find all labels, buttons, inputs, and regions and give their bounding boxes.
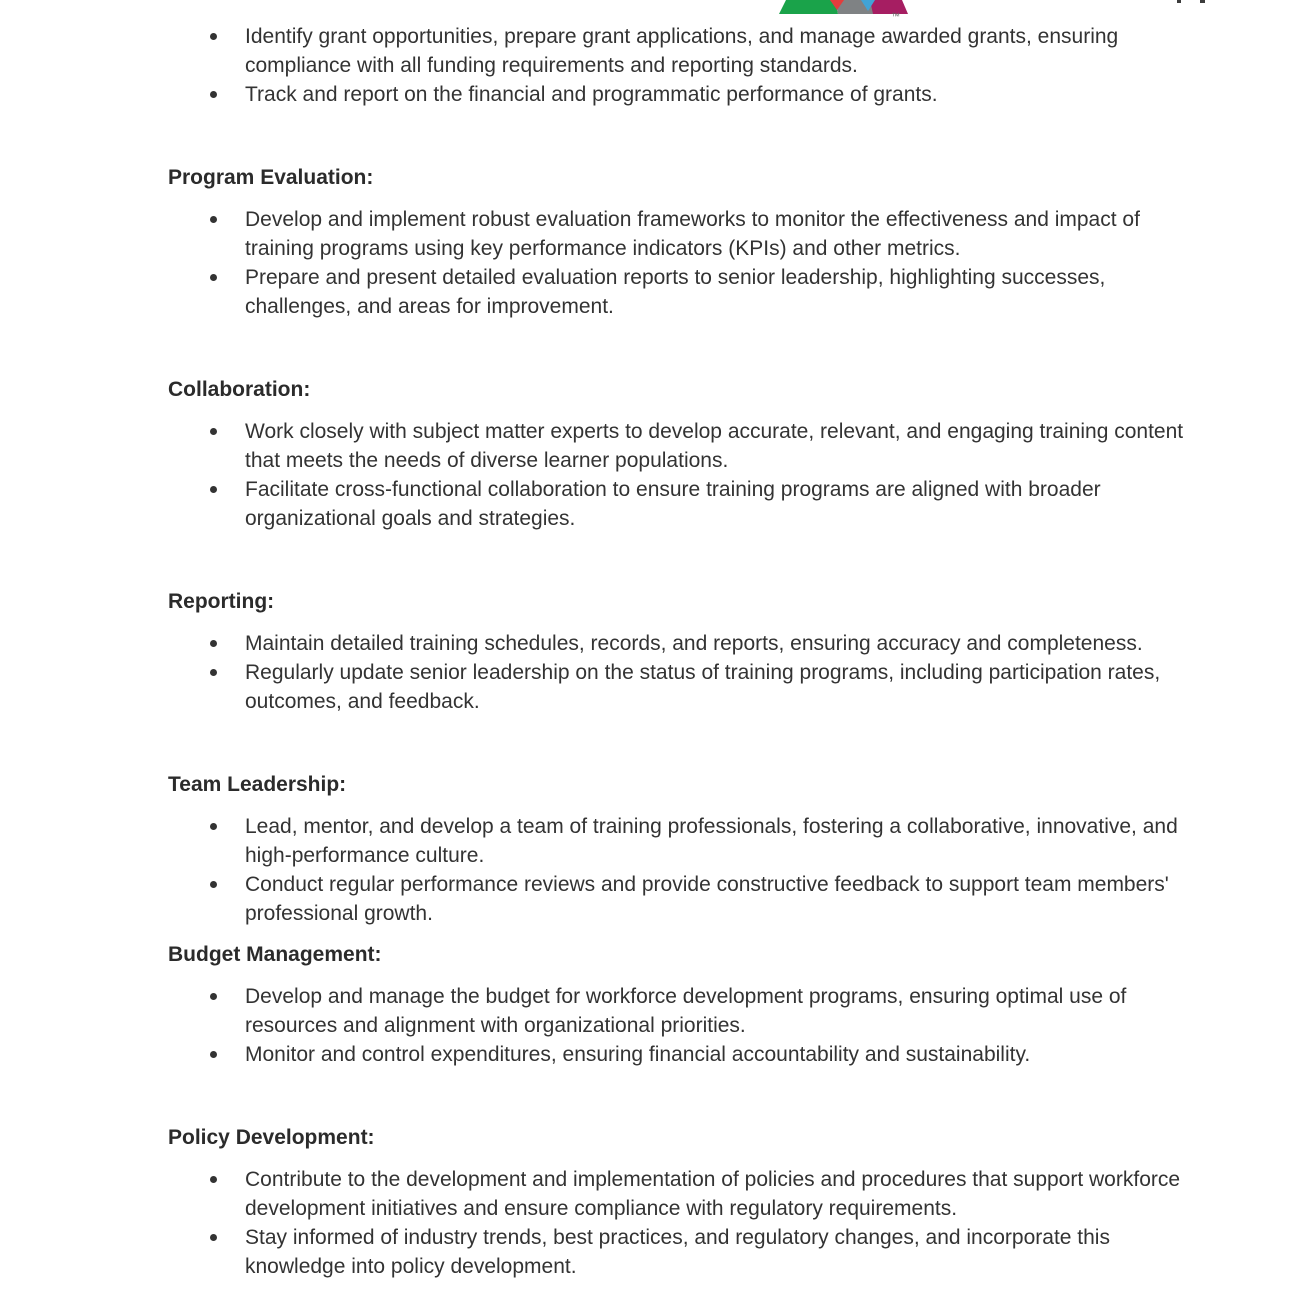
section-policy-development [168, 1123, 1200, 1281]
bullet-icon [210, 428, 217, 435]
bullet-text: Maintain detailed training schedules, records, and reports, ensuring accuracy and completeness. [245, 632, 1143, 655]
list-item [168, 658, 1200, 716]
grant-bullet-list [168, 22, 1200, 109]
bullet-list [168, 812, 1200, 928]
bullet-icon [210, 669, 217, 676]
bullet-icon [210, 881, 217, 888]
section-reporting [168, 587, 1200, 716]
bullet-text: Regularly update senior leadership on the status of training programs, including participation rates, outcomes, and feedback. [245, 661, 1161, 713]
list-item [168, 205, 1200, 263]
bullet-icon [210, 993, 217, 1000]
bullet-text: Prepare and present detailed evaluation reports to senior leadership, highlighting successes, challenges, and areas for improvement. [245, 266, 1106, 318]
section-heading: Budget Management: [168, 943, 382, 966]
list-item [168, 263, 1200, 321]
list-item [168, 475, 1200, 533]
trademark-symbol: ™ [891, 11, 900, 21]
bullet-icon [210, 823, 217, 830]
bullet-text: Develop and manage the budget for workforce development programs, ensuring optimal use of resources and alignment with organizational priorities. [245, 985, 1127, 1037]
bullet-list [168, 417, 1200, 533]
list-item [168, 1223, 1200, 1281]
bullet-text: Work closely with subject matter experts to develop accurate, relevant, and engaging training content that meets the needs of diverse learner populations. [245, 420, 1184, 472]
document-body [168, 0, 1200, 1281]
bullet-list [168, 982, 1200, 1069]
bullet-icon [210, 91, 217, 98]
section-heading: Program Evaluation: [168, 166, 374, 189]
bullet-icon [210, 1234, 217, 1241]
bullet-text: Stay informed of industry trends, best practices, and regulatory changes, and incorporate this knowledge into policy development. [245, 1226, 1110, 1278]
bullet-icon [210, 486, 217, 493]
section-collaboration [168, 375, 1200, 533]
bullet-list [168, 629, 1200, 716]
bullet-text: Facilitate cross-functional collaboration to ensure training programs are aligned with broader organizational goals and strategies. [245, 478, 1101, 530]
bullet-text: Monitor and control expenditures, ensuring financial accountability and sustainability. [245, 1043, 1031, 1066]
bullet-text: Develop and implement robust evaluation frameworks to monitor the effectiveness and impact of training programs using key performance indicators (KPIs) and other metrics. [245, 208, 1140, 260]
bullet-text: Track and report on the financial and programmatic performance of grants. [245, 83, 938, 106]
section-budget-management [168, 940, 1200, 1069]
cutoff-header-text-fragment [1200, 0, 1205, 3]
bullet-list [168, 1165, 1200, 1281]
section-heading: Collaboration: [168, 378, 311, 401]
bullet-icon [210, 216, 217, 223]
bullet-list [168, 205, 1200, 321]
list-item [168, 982, 1200, 1040]
bullet-icon [210, 640, 217, 647]
list-item [168, 22, 1200, 80]
section-heading: Policy Development: [168, 1126, 375, 1149]
section-program-evaluation [168, 163, 1200, 321]
bullet-icon [210, 1051, 217, 1058]
bullet-text: Identify grant opportunities, prepare grant applications, and manage awarded grants, ensuring compliance with all funding requirements and reporting standards. [245, 25, 1119, 77]
bullet-icon [210, 274, 217, 281]
bullet-icon [210, 1176, 217, 1183]
list-item [168, 812, 1200, 870]
bullet-text: Contribute to the development and implementation of policies and procedures that support workforce development initiatives and ensure compliance with regulatory requirements. [245, 1168, 1181, 1220]
list-item [168, 870, 1200, 928]
section-heading: Reporting: [168, 590, 275, 613]
section-team-leadership [168, 770, 1200, 928]
section-heading: Team Leadership: [168, 773, 347, 796]
list-item [168, 1165, 1200, 1223]
bullet-text: Lead, mentor, and develop a team of training professionals, fostering a collaborative, innovative, and high-performance culture. [245, 815, 1178, 867]
list-item [168, 80, 1200, 109]
list-item [168, 629, 1200, 658]
bullet-text: Conduct regular performance reviews and provide constructive feedback to support team members' professional growth. [245, 873, 1169, 925]
list-item [168, 1040, 1200, 1069]
list-item [168, 417, 1200, 475]
bullet-icon [210, 33, 217, 40]
